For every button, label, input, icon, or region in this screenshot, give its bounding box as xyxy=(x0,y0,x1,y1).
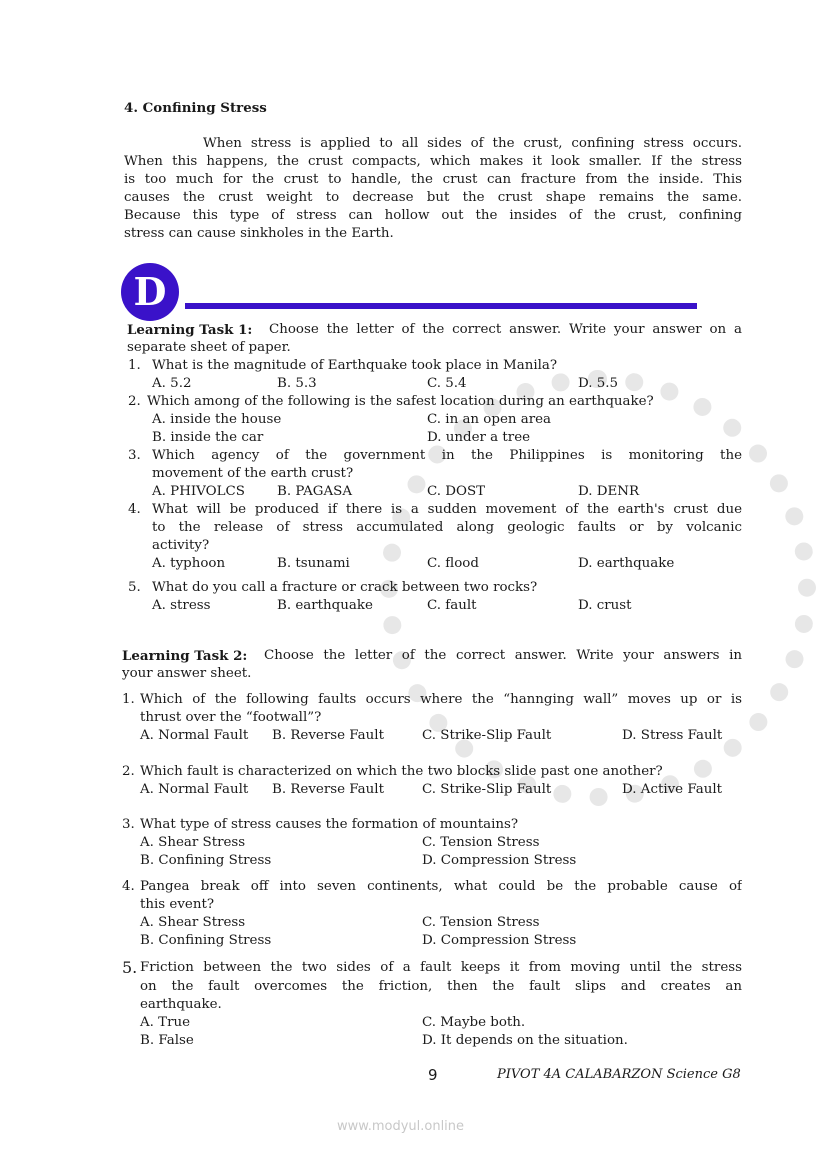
section-heading: 4. Confining Stress xyxy=(124,100,267,116)
footer-title: PIVOT 4A CALABARZON Science G8 xyxy=(497,1067,741,1082)
answer-choice: D. crust xyxy=(578,598,632,613)
answer-choice: C. Tension Stress xyxy=(422,915,540,930)
answer-choice: A. PHIVOLCS xyxy=(152,484,245,499)
paragraph-line: causes the crust weight to decrease but the crust shape remains the same. xyxy=(124,190,742,205)
question-text: activity? xyxy=(152,538,210,553)
question-text: Pangea break off into seven continents, what could be the probable cause of xyxy=(140,879,742,894)
question-number: 5. xyxy=(128,580,141,595)
question-text: earthquake. xyxy=(140,997,222,1012)
question-text: What type of stress causes the formation of mountains? xyxy=(140,817,519,832)
answer-choice: B. Reverse Fault xyxy=(272,728,384,743)
question-number: 2. xyxy=(122,764,135,779)
answer-choice: C. DOST xyxy=(427,484,486,499)
answer-choice: A. inside the house xyxy=(152,412,282,427)
page-number: 9 xyxy=(428,1066,438,1084)
answer-choice: B. Confining Stress xyxy=(140,933,272,948)
question-number: 3. xyxy=(122,817,135,832)
answer-choice: C. Strike-Slip Fault xyxy=(422,728,552,743)
answer-choice: D. It depends on the situation. xyxy=(422,1033,628,1048)
question-text: Which among of the following is the safest location during an earthquake? xyxy=(147,394,654,409)
answer-choice: D. under a tree xyxy=(427,430,531,445)
question-text: What is the magnitude of Earthquake took place in Manila? xyxy=(152,358,558,373)
task-label: Learning Task 2: xyxy=(122,648,248,664)
answer-choice: C. Maybe both. xyxy=(422,1015,526,1030)
question-text: Which agency of the government in the Philippines is monitoring the xyxy=(152,448,742,463)
question-number: 1. xyxy=(128,358,141,373)
section-d-badge: D xyxy=(121,263,179,321)
task-instructions: Choose the letter of the correct answer. Write your answers in xyxy=(264,648,742,663)
paragraph-line: is too much for the crust to handle, the crust can fracture from the inside. This xyxy=(124,172,742,187)
answer-choice: A. typhoon xyxy=(152,556,226,571)
site-watermark: www.modyul.online xyxy=(337,1119,465,1134)
answer-choice: D. Stress Fault xyxy=(622,728,723,743)
answer-choice: A. Normal Fault xyxy=(140,728,249,743)
question-text: Which fault is characterized on which the two blocks slide past one another? xyxy=(140,764,663,779)
question-number: 1. xyxy=(122,692,135,707)
question-text: to the release of stress accumulated along geologic faults or by volcanic xyxy=(152,520,742,535)
paragraph-line: When this happens, the crust compacts, which makes it look smaller. If the stress xyxy=(124,154,742,169)
answer-choice: C. 5.4 xyxy=(427,376,467,391)
question-number: 5. xyxy=(122,958,138,977)
task-instructions: separate sheet of paper. xyxy=(127,340,291,355)
answer-choice: C. in an open area xyxy=(427,412,552,427)
answer-choice: A. Shear Stress xyxy=(140,835,246,850)
answer-choice: B. False xyxy=(140,1033,194,1048)
question-text: this event? xyxy=(140,897,215,912)
answer-choice: D. DENR xyxy=(578,484,640,499)
question-number: 4. xyxy=(122,879,135,894)
answer-choice: B. inside the car xyxy=(152,430,264,445)
answer-choice: B. tsunami xyxy=(277,556,350,571)
task-label: Learning Task 1: xyxy=(127,322,253,338)
answer-choice: C. Strike-Slip Fault xyxy=(422,782,552,797)
question-text: on the fault overcomes the friction, then the fault slips and creates an xyxy=(140,979,742,994)
question-text: What will be produced if there is a sudden movement of the earth's crust due xyxy=(152,502,742,517)
answer-choice: C. Tension Stress xyxy=(422,835,540,850)
answer-choice: C. fault xyxy=(427,598,477,613)
question-text: thrust over the “footwall”? xyxy=(140,710,322,725)
answer-choice: A. Normal Fault xyxy=(140,782,249,797)
question-number: 2. xyxy=(128,394,141,409)
answer-choice: B. Reverse Fault xyxy=(272,782,384,797)
answer-choice: C. flood xyxy=(427,556,479,571)
answer-choice: D. Active Fault xyxy=(622,782,723,797)
task-instructions: Choose the letter of the correct answer. Write your answer on a xyxy=(269,322,742,337)
question-text: What do you call a fracture or crack between two rocks? xyxy=(152,580,538,595)
answer-choice: D. Compression Stress xyxy=(422,853,577,868)
answer-choice: D. Compression Stress xyxy=(422,933,577,948)
answer-choice: D. earthquake xyxy=(578,556,675,571)
section-divider-bar xyxy=(185,303,697,309)
answer-choice: A. stress xyxy=(152,598,211,613)
answer-choice: B. 5.3 xyxy=(277,376,317,391)
paragraph-line: stress can cause sinkholes in the Earth. xyxy=(124,226,394,241)
answer-choice: B. Confining Stress xyxy=(140,853,272,868)
answer-choice: B. earthquake xyxy=(277,598,373,613)
question-text: movement of the earth crust? xyxy=(152,466,354,481)
task-instructions: your answer sheet. xyxy=(122,666,252,681)
question-text: Which of the following faults occurs where the “hannging wall” moves up or is xyxy=(140,692,742,707)
answer-choice: B. PAGASA xyxy=(277,484,353,499)
answer-choice: A. 5.2 xyxy=(152,376,192,391)
answer-choice: A. True xyxy=(140,1015,191,1030)
paragraph-line: When stress is applied to all sides of the crust, confining stress occurs. xyxy=(203,136,742,151)
question-number: 3. xyxy=(128,448,141,463)
question-text: Friction between the two sides of a fault keeps it from moving until the stress xyxy=(140,960,742,975)
question-number: 4. xyxy=(128,502,141,517)
answer-choice: D. 5.5 xyxy=(578,376,619,391)
answer-choice: A. Shear Stress xyxy=(140,915,246,930)
paragraph-line: Because this type of stress can hollow out the insides of the crust, confining xyxy=(124,208,742,223)
